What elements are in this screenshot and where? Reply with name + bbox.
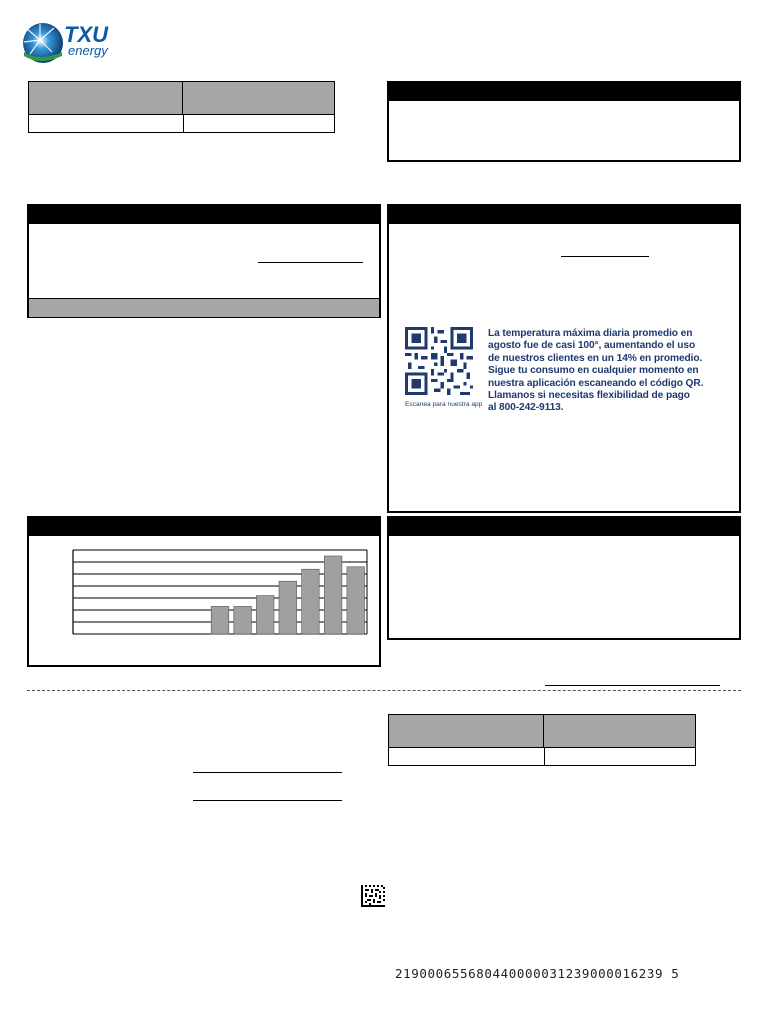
table-divider [389,747,695,748]
table-cell-divider [183,114,184,132]
signature-underline [545,685,720,686]
summary-footer-strip [29,298,379,317]
message-box-top-right [387,81,741,162]
tear-off-line [27,690,741,691]
notice-line: Llamanos si necesitas flexibilidad de pago [488,390,690,402]
chart-bar [324,556,342,634]
table-header-cell [389,715,544,747]
qr-caption: Escanea para nuestra app [405,401,483,408]
usage-chart-box [27,516,381,667]
chart-bar [302,569,320,634]
txu-logo [22,22,118,66]
chart-bar [211,606,229,634]
section-header-bar [29,206,379,224]
notice-text-block [488,328,713,415]
contact-info-box [387,516,741,640]
brand-subtitle: energy [68,43,108,58]
news-underline [561,256,649,257]
chart-bar [279,581,297,634]
account-summary-table [28,81,335,133]
table-header-cell [29,82,183,114]
table-header-cell [183,82,334,114]
chart-bar [234,606,252,634]
section-header-bar [389,518,739,536]
section-header-bar [389,206,739,224]
usage-notice [399,321,711,419]
remittance-table [388,714,696,766]
notice-line: al 800-242-9113. [488,402,564,414]
datamatrix-barcode-icon [361,885,385,907]
notice-line: agosto fue de casi 100°, aumentando el uso [488,340,696,352]
usage-history-chart [71,546,371,638]
notice-line: La temperatura máxima diaria promedio en [488,328,693,339]
notice-line: nuestra aplicación escaneando el código QR. [488,377,704,389]
table-cell-divider [544,747,545,765]
section-header-bar [389,83,739,101]
notice-line: Sigue tu consumo en cualquier momento en [488,365,699,377]
notice-line: de nuestros clientes en un 14% en promedio. [488,352,703,364]
amount-underline [258,262,363,263]
brand-name: TXU [64,22,108,47]
table-divider [29,114,334,115]
table-header-cell [544,715,695,747]
section-header-bar [29,518,379,536]
billing-summary-box [27,204,381,318]
chart-bar [256,596,274,634]
chart-bar [347,567,365,634]
amount-due-underline [193,772,342,773]
news-box [387,204,741,513]
scan-line-number: 219000655680440000031239000016239 5 [395,966,680,981]
qr-code-icon[interactable] [405,327,473,395]
amount-enclosed-underline [193,800,342,801]
